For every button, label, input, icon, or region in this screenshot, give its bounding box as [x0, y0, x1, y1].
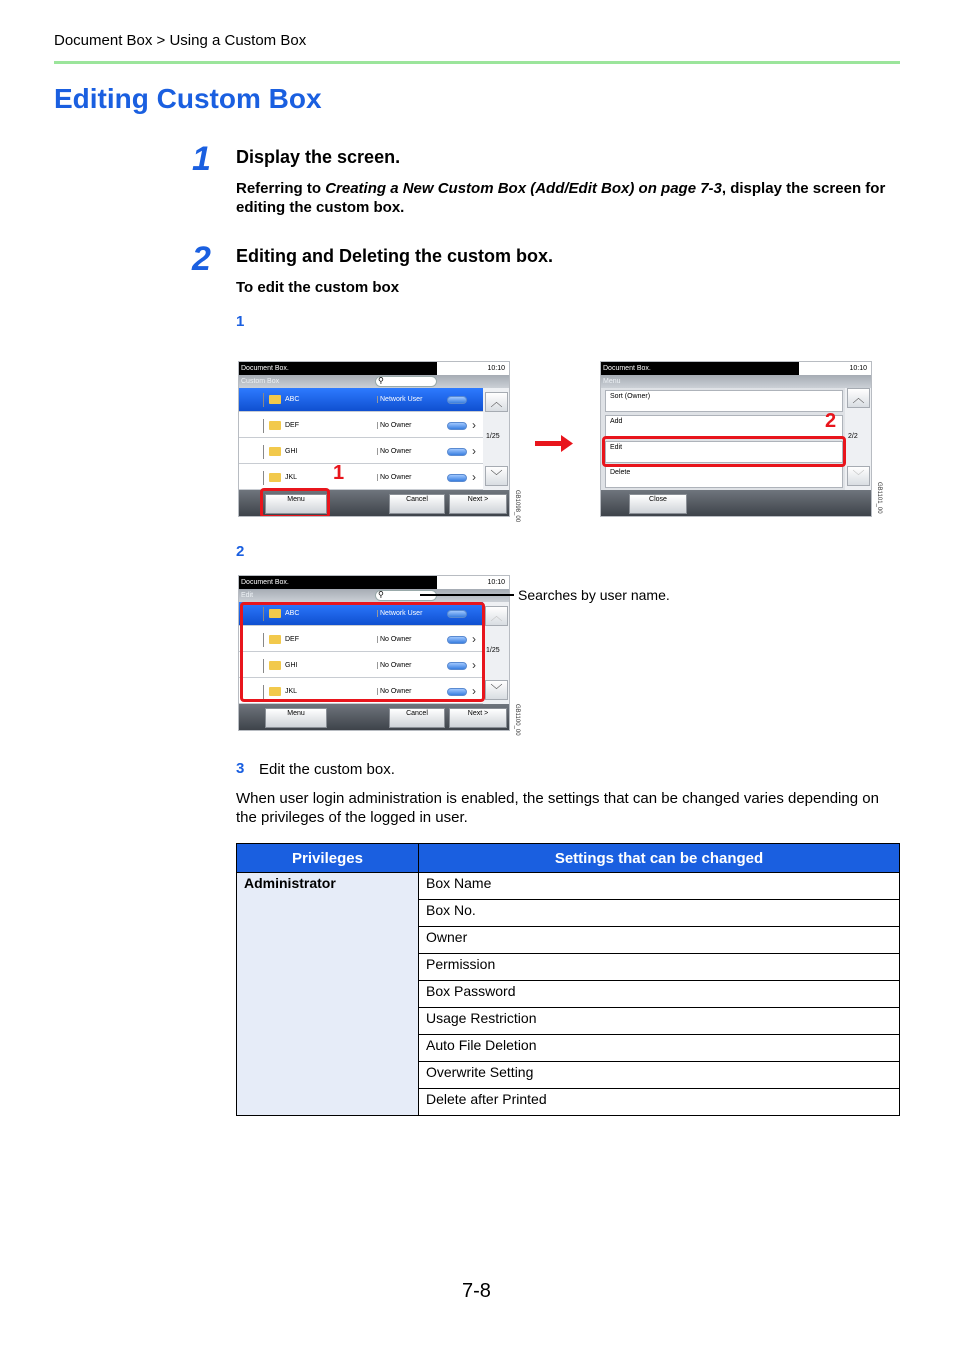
column-header-privileges: Privileges — [237, 844, 419, 873]
column-header-settings: Settings that can be changed — [419, 844, 900, 873]
detail-toggle[interactable] — [447, 448, 467, 456]
highlight-box-list — [240, 602, 485, 702]
step-2-number: 2 — [192, 240, 211, 278]
scroll-down-button[interactable]: ﹀ — [847, 466, 870, 486]
list-item[interactable]: DEF No Owner › — [239, 628, 483, 652]
substep-2-number: 2 — [236, 543, 245, 560]
page-indicator: 1/25 — [486, 647, 500, 654]
setting-cell: Owner — [419, 927, 900, 954]
table-row — [237, 873, 900, 900]
screen-doc-title: Document Box. — [239, 576, 437, 589]
scroll-up-button[interactable]: ︿ — [485, 392, 508, 412]
next-button[interactable]: Next > — [449, 494, 507, 514]
annotation-leader-line — [420, 594, 514, 596]
step-2-heading: Editing and Deleting the custom box. — [236, 246, 554, 266]
substep-3-number: 3 — [236, 760, 245, 777]
setting-cell: Box No. — [419, 900, 900, 927]
list-item[interactable]: GHI No Owner › — [239, 440, 483, 464]
box-list — [239, 388, 483, 490]
search-icon: ⚲ — [378, 376, 384, 385]
step-1-body: Referring to Creating a New Custom Box (Add/Edit Box) on page 7-3, display the screen for editing the custom box. — [236, 180, 886, 216]
list-item[interactable]: DEF No Owner › — [239, 414, 483, 438]
setting-cell: Usage Restriction — [419, 1008, 900, 1035]
folder-icon — [269, 395, 281, 404]
screen-edit — [238, 575, 510, 731]
chevron-right-icon: › — [472, 470, 476, 484]
screen-custom-box — [238, 361, 510, 517]
menu-button[interactable]: Menu — [265, 708, 327, 728]
setting-cell: Overwrite Setting — [419, 1062, 900, 1089]
folder-icon — [269, 447, 281, 456]
scroll-up-button[interactable]: ︿ — [847, 388, 870, 408]
screen-time: 10:10 — [487, 365, 505, 372]
list-item[interactable]: GHI No Owner › — [239, 654, 483, 678]
scroll-panel — [845, 388, 872, 490]
search-field[interactable] — [375, 376, 437, 387]
figure-code: GB1101_00 — [876, 482, 882, 514]
setting-cell: Box Password — [419, 981, 900, 1008]
chevron-right-icon: › — [472, 418, 476, 432]
table-header-row — [237, 844, 900, 873]
detail-toggle[interactable] — [447, 422, 467, 430]
menu-item-delete[interactable]: Delete — [605, 466, 843, 488]
menu-item-sort[interactable]: Sort (Owner) — [605, 390, 843, 412]
setting-cell: Box Name — [419, 873, 900, 900]
screen-subtitle: Custom Box — [239, 375, 509, 388]
screen-subtitle: Menu — [601, 375, 871, 388]
substep-1-number: 1 — [236, 313, 245, 330]
scroll-panel — [483, 388, 510, 490]
highlight-edit-item — [602, 436, 846, 467]
screen-button-bar — [239, 704, 509, 731]
arrow-right-icon — [535, 434, 575, 459]
step-1-number: 1 — [192, 140, 211, 178]
page-indicator: 2/2 — [848, 433, 858, 440]
step-1-heading: Display the screen. — [236, 147, 401, 167]
detail-toggle[interactable] — [447, 396, 467, 404]
substep-3-text: Edit the custom box. — [259, 761, 395, 778]
callout-number-1: 1 — [333, 462, 345, 484]
figure-code: GB1098_00 — [514, 490, 520, 523]
callout-number-2: 2 — [825, 410, 837, 432]
highlight-menu-button — [260, 488, 330, 517]
page-number: 7-8 — [462, 1280, 491, 1302]
menu-item-add[interactable]: Add — [605, 415, 843, 437]
chevron-right-icon: › — [472, 658, 476, 672]
figure-code: GB1100_00 — [514, 704, 520, 736]
screen-time: 10:10 — [487, 579, 505, 586]
folder-icon — [269, 421, 281, 430]
privilege-cell: Administrator — [237, 873, 419, 1116]
next-button[interactable]: Next > — [449, 708, 507, 728]
cancel-button[interactable]: Cancel — [389, 494, 445, 514]
screen-doc-title: Document Box. — [601, 362, 799, 375]
chevron-right-icon: › — [472, 684, 476, 698]
chevron-right-icon: › — [472, 632, 476, 646]
header-rule — [54, 61, 900, 64]
search-icon: ⚲ — [378, 590, 384, 599]
detail-toggle[interactable] — [447, 474, 467, 482]
folder-icon — [269, 473, 281, 482]
annotation-text: Searches by user name. — [518, 587, 670, 603]
screen-subtitle: Edit — [239, 589, 509, 602]
scroll-down-button[interactable]: ﹀ — [485, 680, 508, 700]
screen-doc-title: Document Box. — [239, 362, 437, 375]
chevron-right-icon: › — [472, 444, 476, 458]
setting-cell: Delete after Printed — [419, 1089, 900, 1116]
screen-time: 10:10 — [849, 365, 867, 372]
screen-button-bar — [601, 490, 871, 517]
menu-item-edit[interactable]: Edit — [605, 441, 843, 463]
list-item[interactable]: JKL No Owner › — [239, 466, 483, 490]
list-item[interactable]: ABC Network User — [239, 602, 483, 626]
scroll-up-button[interactable]: ︿ — [485, 606, 508, 626]
menu-button[interactable]: Menu — [265, 494, 327, 514]
setting-cell: Permission — [419, 954, 900, 981]
breadcrumb: Document Box > Using a Custom Box — [54, 32, 307, 49]
privileges-table — [236, 843, 900, 1116]
scroll-panel — [483, 602, 510, 704]
setting-cell: Auto File Deletion — [419, 1035, 900, 1062]
cancel-button[interactable]: Cancel — [389, 708, 445, 728]
step-2-subheading: To edit the custom box — [236, 279, 400, 296]
page-title: Editing Custom Box — [54, 83, 322, 114]
page-indicator: 1/25 — [486, 433, 500, 440]
close-button[interactable]: Close — [629, 494, 687, 514]
screen-menu — [600, 361, 872, 517]
privilege-note: When user login administration is enabled, the settings that can be changed varies depending on the privileges of the logged in user. — [236, 790, 879, 826]
list-item[interactable]: ABC Network User — [239, 388, 483, 412]
list-item[interactable]: JKL No Owner › — [239, 680, 483, 704]
scroll-down-button[interactable]: ﹀ — [485, 466, 508, 486]
